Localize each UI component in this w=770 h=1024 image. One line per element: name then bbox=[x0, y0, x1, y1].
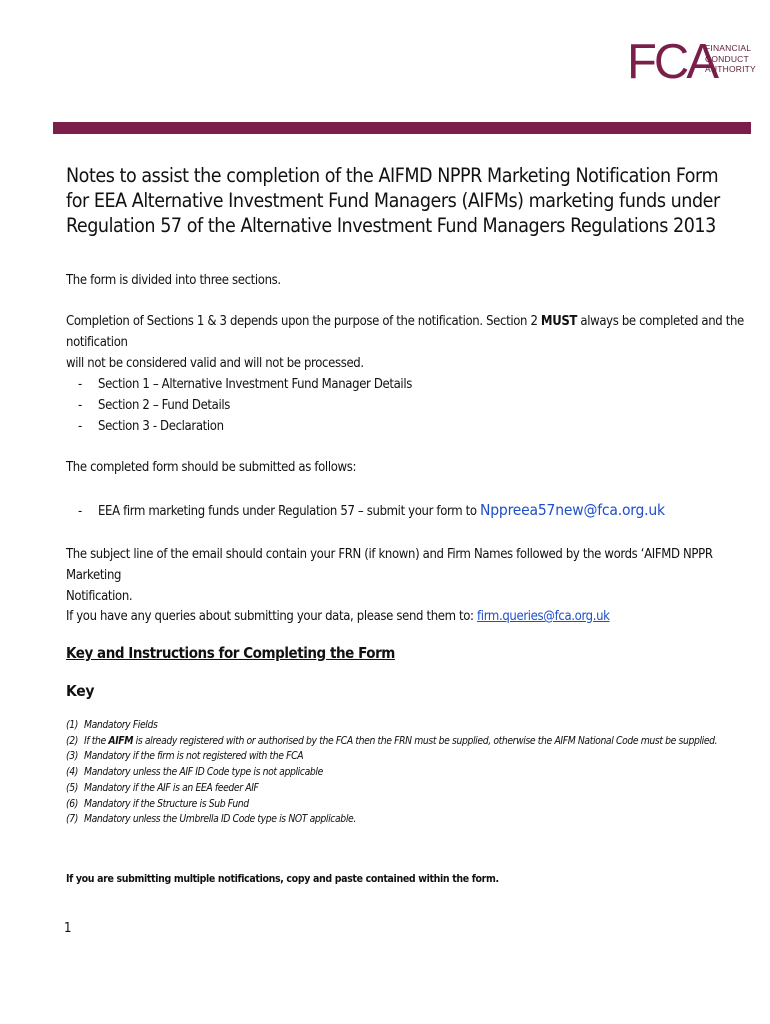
completion-text-after: always be completed and the notification bbox=[66, 314, 744, 350]
subject-line2: Notification. bbox=[66, 589, 133, 604]
queries-paragraph bbox=[66, 606, 610, 627]
list-dash: - bbox=[78, 377, 82, 392]
key-item: (1) Mandatory Fields bbox=[66, 719, 158, 731]
list-dash: - bbox=[78, 419, 82, 434]
multiple-notifications-note: If you are submitting multiple notifications, copy and paste contained within the form. bbox=[66, 873, 499, 885]
submission-email-link[interactable]: Nppreea57new@fca.org.uk bbox=[480, 501, 665, 519]
key-list bbox=[66, 718, 717, 828]
completion-text: Completion of Sections 1 & 3 depends upon the purpose of the notification. Section 2 bbox=[66, 314, 541, 329]
page-number: 1 bbox=[64, 921, 72, 936]
list-dash: - bbox=[78, 504, 82, 519]
fca-logo-wordmark bbox=[705, 43, 756, 75]
list-item bbox=[98, 500, 665, 522]
key-item: (4) Mandatory unless the AIF ID Code type is not applicable bbox=[66, 766, 323, 779]
header-rule bbox=[53, 122, 751, 134]
submit-intro: The completed form should be submitted as follows: bbox=[66, 460, 357, 475]
fca-logo bbox=[627, 34, 757, 88]
logo-line: AUTHORITY bbox=[705, 64, 756, 74]
subject-line1: The subject line of the email should contain your FRN (if known) and Firm Names followed by the words ‘AIFMD NPPR Marketing bbox=[66, 547, 713, 583]
fca-logo-letters: FCA bbox=[627, 35, 716, 89]
key-item: (3) Mandatory if the firm is not registered with the FCA bbox=[66, 750, 304, 763]
completion-line2: will not be considered valid and will not be processed. bbox=[66, 356, 364, 371]
logo-line: FINANCIAL bbox=[705, 43, 752, 53]
completion-emphasis: MUST bbox=[540, 314, 578, 329]
fca-logo-mark bbox=[627, 34, 716, 89]
queries-email-link[interactable]: firm.queries@fca.org.uk bbox=[477, 609, 610, 624]
key-item: (2) If the AIFM is already registered with or authorised by the FCA then the FRN must be supplied, otherwise the AIFM National Code must be supplied. bbox=[66, 734, 718, 747]
key-item: (5) Mandatory if the AIF is an EEA feeder AIF bbox=[66, 781, 259, 794]
list-item: Section 1 – Alternative Investment Fund Manager Details bbox=[98, 377, 412, 392]
key-item: (6) Mandatory if the Structure is Sub Fund bbox=[66, 797, 249, 810]
list-dash: - bbox=[78, 398, 82, 413]
queries-text: If you have any queries about submitting your data, please send them to: bbox=[66, 609, 478, 624]
document-title: Notes to assist the completion of the AIFMD NPPR Marketing Notification Form for EEA Alternative Investment Fund Managers (AIFMs) marketing funds under Regulation 57 of the Alternative Investment Fund Managers Regulations 2013 bbox=[66, 164, 720, 237]
list-item: Section 2 – Fund Details bbox=[98, 398, 231, 413]
submit-item-text: EEA firm marketing funds under Regulation 57 – submit your form to bbox=[98, 504, 481, 519]
logo-line: CONDUCT bbox=[705, 53, 749, 64]
completion-paragraph bbox=[66, 311, 770, 374]
key-instructions-heading: Key and Instructions for Completing the Form bbox=[66, 644, 395, 662]
key-heading: Key bbox=[66, 682, 95, 700]
subject-paragraph bbox=[66, 544, 770, 607]
key-item: (7) Mandatory unless the Umbrella ID Code type is NOT applicable. bbox=[66, 813, 356, 826]
list-item: Section 3 - Declaration bbox=[98, 419, 224, 434]
intro-text: The form is divided into three sections. bbox=[66, 273, 281, 288]
